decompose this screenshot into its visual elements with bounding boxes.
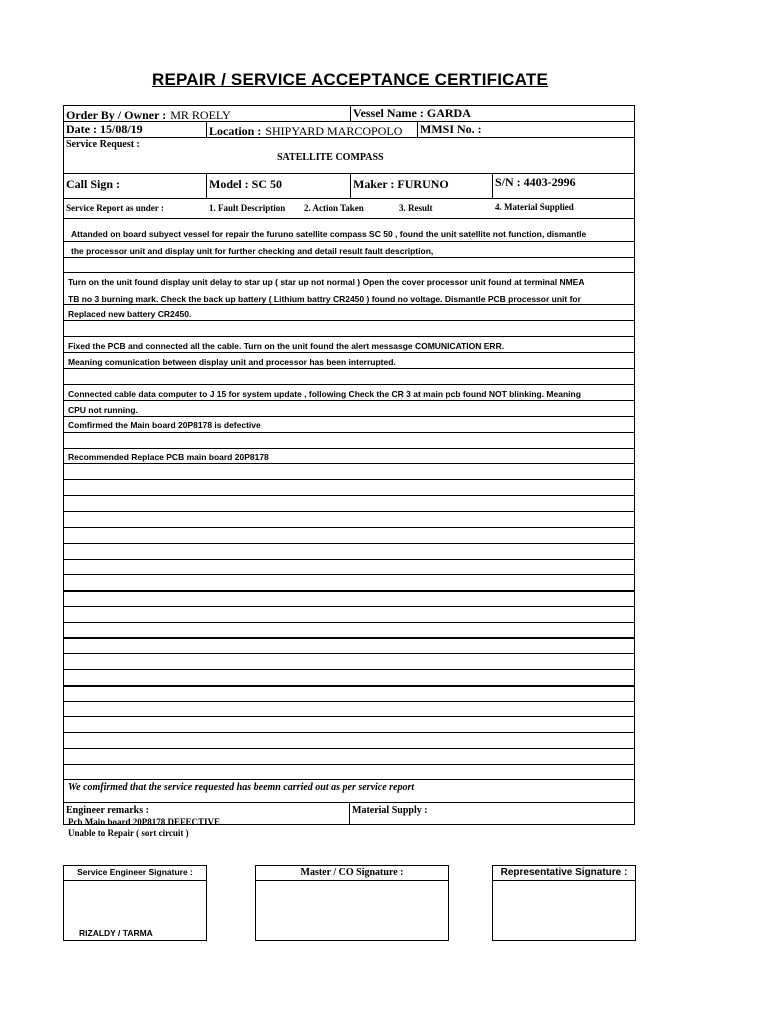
report-rule-line [63,559,635,560]
report-rule-line [63,701,635,702]
report-rule-line [63,257,635,258]
engineer-remarks-label: Engineer remarks : [66,805,149,816]
report-rule-line [63,272,635,273]
report-line: TB no 3 burning mark. Check the back up battery ( Lithium battry CR2450 ) found no voltage. Dismantle PCB processor unit for [68,294,581,304]
order-by-label: Order By / Owner : [66,108,167,122]
report-rule-line [63,527,635,528]
service-request-label: Service Request : [66,139,140,150]
report-rule-line [63,495,635,496]
representative-signature-box [492,865,636,941]
report-rule-line [63,448,635,449]
service-engineer-signature-label: Service Engineer Signature : [64,866,206,881]
report-rule-line [63,304,635,305]
divider [350,105,351,121]
date-field: Date : 15/08/19 [66,122,143,136]
divider [492,173,493,198]
divider [349,802,350,825]
form-frame [63,105,635,825]
location-field [209,122,402,140]
confirmation-statement: We comfirmed that the service requested has beemn carried out as per service report [68,782,415,793]
service-request-value: SATELLITE COMPASS [277,152,384,163]
report-line: Replaced new battery CR2450. [68,309,192,319]
report-rule-line [63,241,635,242]
report-rule-line [63,416,635,417]
location-label: Location : [209,124,262,138]
maker-field: Maker : FURUNO [353,177,449,191]
report-rule-line [63,590,635,592]
service-report-label: Service Report as under : [66,203,164,213]
serial-number-field: S/N : 4403-2996 [495,175,576,189]
result-heading: 3. Result [399,203,433,213]
master-signature-box [255,865,449,941]
report-rule-line [63,463,635,464]
report-rule-line [63,336,635,337]
report-rule-line [63,574,635,575]
report-rule-line [63,511,635,512]
divider [63,173,635,174]
report-line: the processor unit and display unit for further checking and detail result fault description, [71,246,434,256]
report-rule-line [63,732,635,733]
divider [417,121,418,137]
divider [63,198,635,199]
report-line: CPU not running. [68,405,138,415]
report-rule-line [63,748,635,749]
engineer-remarks-line: Pcb Main board 20P8178 DEFECTIVE [68,817,221,827]
report-rule-line [63,779,635,780]
report-line: Connected cable data computer to J 15 for system update , following Check the CR 3 at main pcb found NOT blinking. Meaning [68,389,581,399]
order-by-value: MR ROELY [170,108,231,122]
report-line: Attanded on board subyect vessel for repair the furuno satellite compass SC 50 , found the unit satellite not function, dismantle [71,229,587,239]
report-line: Comfirmed the Main board 20P8178 is defective [68,420,261,430]
divider [206,173,207,198]
report-rule-line [63,606,635,607]
report-rule-line [63,543,635,544]
report-rule-line [63,432,635,433]
representative-signature-label: Representative Signature : [493,866,635,881]
report-rule-line [63,669,635,670]
call-sign-field: Call Sign : [66,177,121,191]
material-supply-label: Material Supply : [352,805,428,816]
divider [63,218,635,219]
model-field: Model : SC 50 [209,177,282,191]
report-rule-line [63,764,635,765]
report-rule-line [63,637,635,639]
engineer-remarks-line: Unable to Repair ( sort circuit ) [68,828,189,838]
divider [350,173,351,198]
vessel-name: Vessel Name : GARDA [353,106,471,120]
report-line: Turn on the unit found display unit delay to star up ( star up not normal ) Open the cover processor unit found at terminal NMEA [68,277,585,287]
report-line: Recommended Replace PCB main board 20P8178 [68,452,269,462]
report-line: Fixed the PCB and connected all the cable. Turn on the unit found the alert messasge COMUNICATION ERR. [68,341,505,351]
mmsi-field: MMSI No. : [420,122,482,136]
action-taken-heading: 2. Action Taken [304,203,364,213]
report-rule-line [63,368,635,369]
report-rule-line [63,400,635,401]
fault-description-heading: 1. Fault Description [209,203,286,213]
report-rule-line [63,685,635,687]
document-title: REPAIR / SERVICE ACCEPTANCE CERTIFICATE [151,70,548,89]
report-rule-line [63,716,635,717]
report-rule-line [63,622,635,623]
report-rule-line [63,653,635,654]
report-rule-line [63,320,635,321]
service-engineer-name: RIZALDY / TARMA [79,928,153,938]
report-line: Meaning comunication between display unit and processor has been interrupted. [68,357,396,367]
location-value: SHIPYARD MARCOPOLO [265,124,403,138]
report-rule-line [63,479,635,480]
master-signature-label: Master / CO Signature : [256,866,448,881]
report-rule-line [63,384,635,385]
report-rule-line [63,352,635,353]
material-supplied-heading: 4. Material Supplied [495,202,574,212]
